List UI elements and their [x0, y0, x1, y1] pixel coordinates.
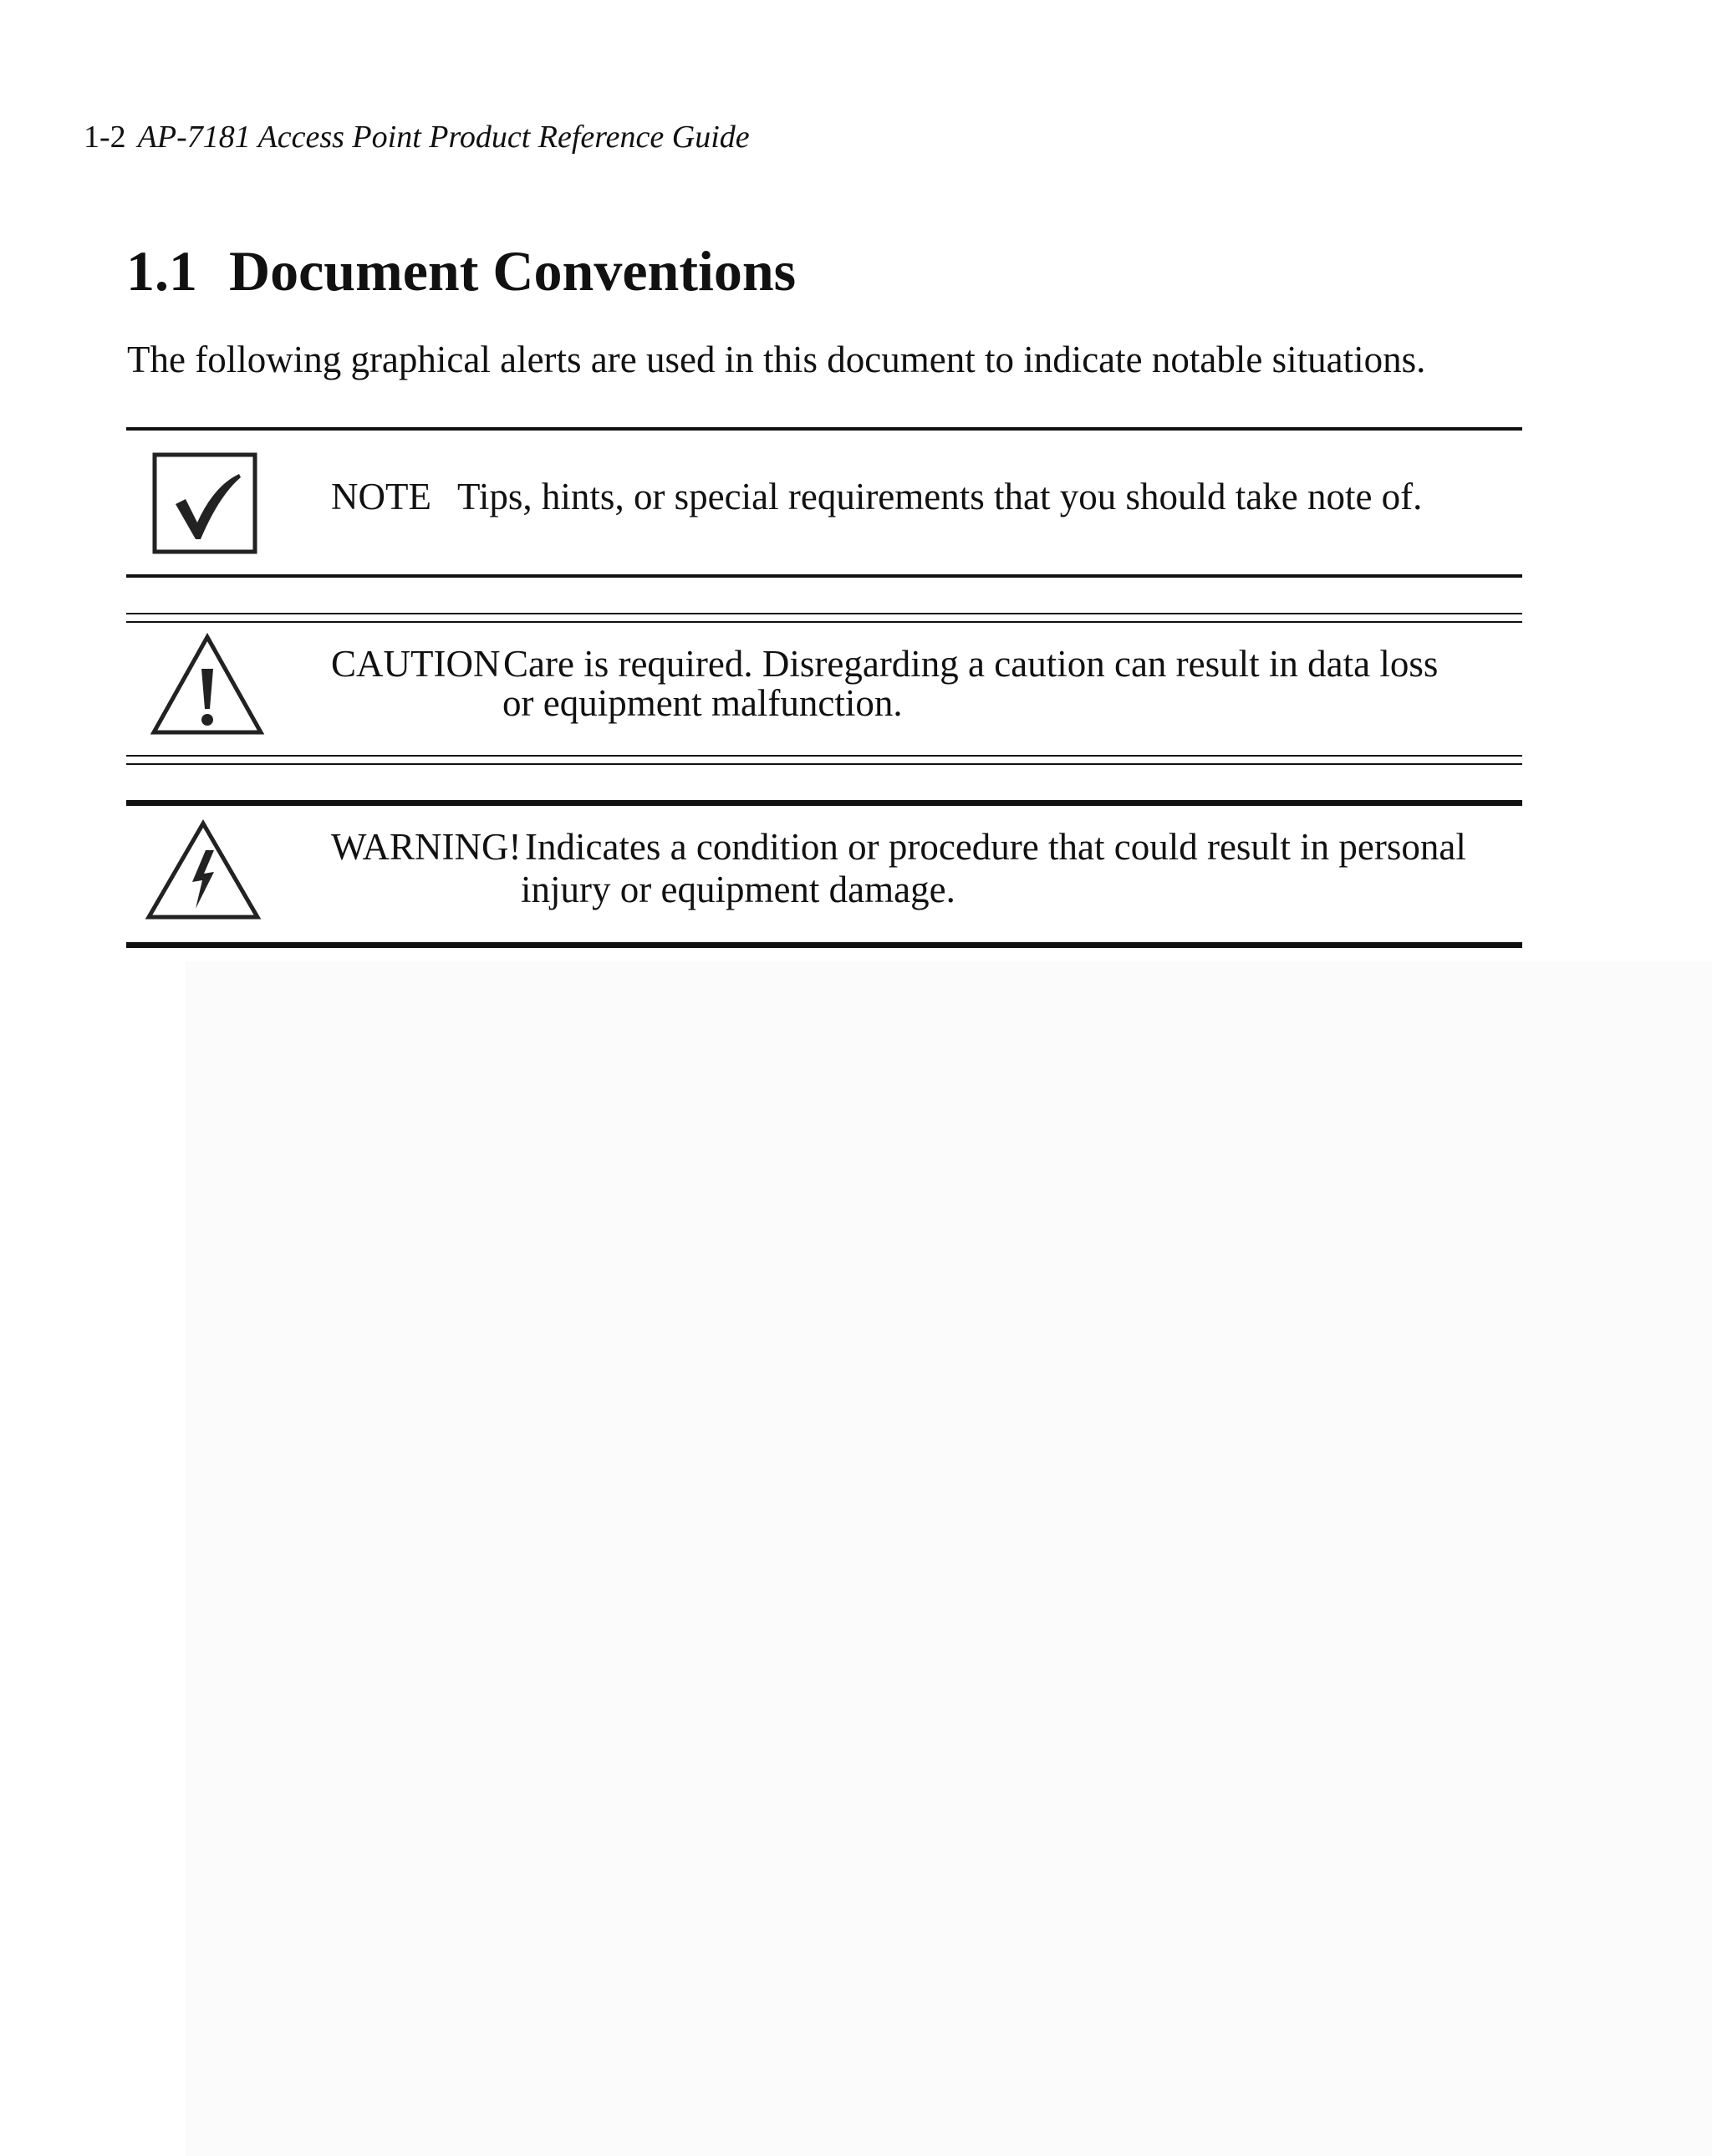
page-number: 1-2 — [84, 120, 126, 155]
warning-label: WARNING! — [331, 826, 522, 868]
caution-top-rule-2 — [126, 621, 1522, 623]
caution-text-line-2: or equipment malfunction. — [502, 682, 903, 724]
note-bottom-rule — [126, 574, 1522, 578]
warning-text-line-2: injury or equipment damage. — [521, 869, 955, 910]
caution-bottom-rule-1 — [126, 755, 1522, 757]
page-background-shade — [186, 961, 1712, 2156]
warning-text-line-1: Indicates a condition or procedure that could result in personal — [525, 826, 1466, 868]
running-header — [84, 119, 750, 155]
note-text: Tips, hints, or special requirements that you should take note of. — [457, 476, 1423, 517]
caution-top-rule-1 — [126, 613, 1522, 614]
checkmark-box-icon — [152, 452, 257, 554]
exclamation-triangle-icon — [149, 632, 266, 737]
intro-paragraph: The following graphical alerts are used in this document to indicate notable situations. — [127, 339, 1426, 380]
warning-bottom-rule — [126, 942, 1522, 948]
caution-text-line-1: Care is required. Disregarding a caution can result in data loss — [503, 643, 1439, 685]
section-title: Document Conventions — [229, 239, 797, 303]
warning-top-rule — [126, 800, 1522, 806]
document-title: AP-7181 Access Point Product Reference Guide — [137, 120, 750, 155]
section-number: 1.1 — [126, 239, 197, 303]
caution-label: CAUTION — [331, 643, 501, 685]
lightning-triangle-icon — [144, 818, 262, 922]
note-top-rule — [126, 427, 1522, 431]
caution-bottom-rule-2 — [126, 763, 1522, 765]
section-heading — [126, 238, 796, 304]
note-label: NOTE — [331, 476, 431, 517]
